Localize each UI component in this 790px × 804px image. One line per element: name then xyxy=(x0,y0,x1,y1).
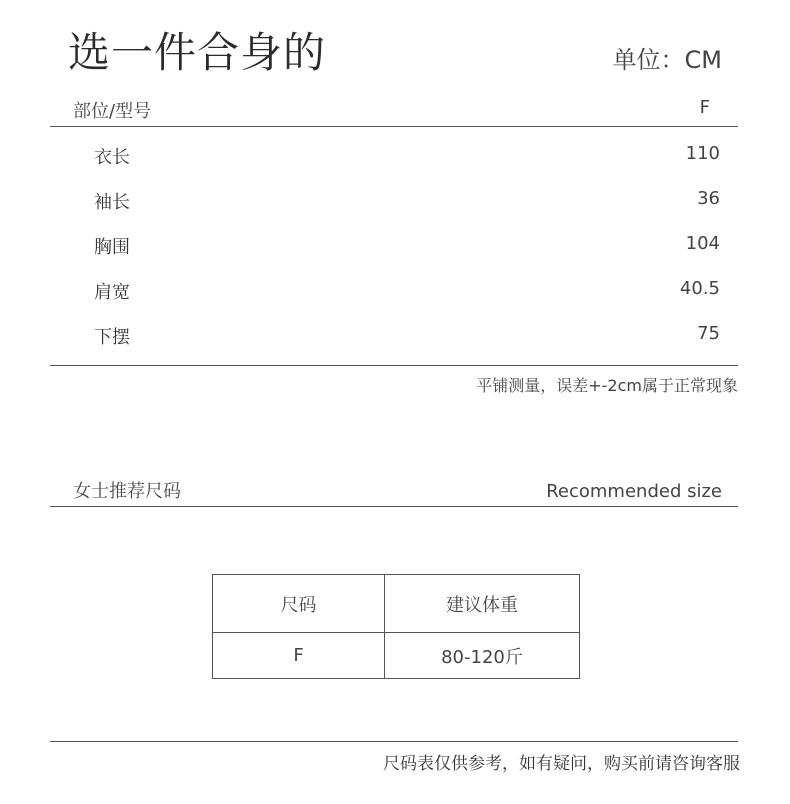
row-name: 胸围 xyxy=(94,237,130,258)
table-row xyxy=(50,143,738,188)
unit-label: 单位：CM xyxy=(612,46,722,74)
size-table-size-header: F xyxy=(699,97,710,118)
weight-cell: 80-120斤 xyxy=(385,633,580,679)
table-row xyxy=(213,575,580,633)
divider xyxy=(50,741,738,742)
row-name: 下摆 xyxy=(94,327,130,348)
divider xyxy=(50,365,738,366)
row-name: 衣长 xyxy=(94,147,130,168)
recommend-title-en: Recommended size xyxy=(546,481,722,502)
measurement-note: 平铺测量，误差+-2cm属于正常现象 xyxy=(476,376,738,395)
row-value: 36 xyxy=(697,188,720,209)
row-value: 104 xyxy=(685,233,720,254)
row-name: 肩宽 xyxy=(94,282,130,303)
recommend-table xyxy=(212,574,580,679)
recommend-title-cn: 女士推荐尺码 xyxy=(73,481,181,502)
table-row xyxy=(50,323,738,368)
table-row xyxy=(213,633,580,679)
col-size-header: 尺码 xyxy=(213,575,385,633)
footer-note: 尺码表仅供参考，如有疑问，购买前请咨询客服 xyxy=(383,754,740,774)
row-value: 75 xyxy=(697,323,720,344)
row-name: 袖长 xyxy=(94,192,130,213)
table-row xyxy=(50,188,738,233)
page-title: 选一件合身的 xyxy=(68,28,327,77)
size-table-label-header: 部位/型号 xyxy=(73,101,152,122)
divider xyxy=(50,126,738,127)
table-row xyxy=(50,278,738,323)
divider xyxy=(50,506,738,507)
col-weight-header: 建议体重 xyxy=(385,575,580,633)
size-cell: F xyxy=(213,633,385,679)
row-value: 110 xyxy=(685,143,720,164)
row-value: 40.5 xyxy=(679,278,720,299)
table-row xyxy=(50,233,738,278)
